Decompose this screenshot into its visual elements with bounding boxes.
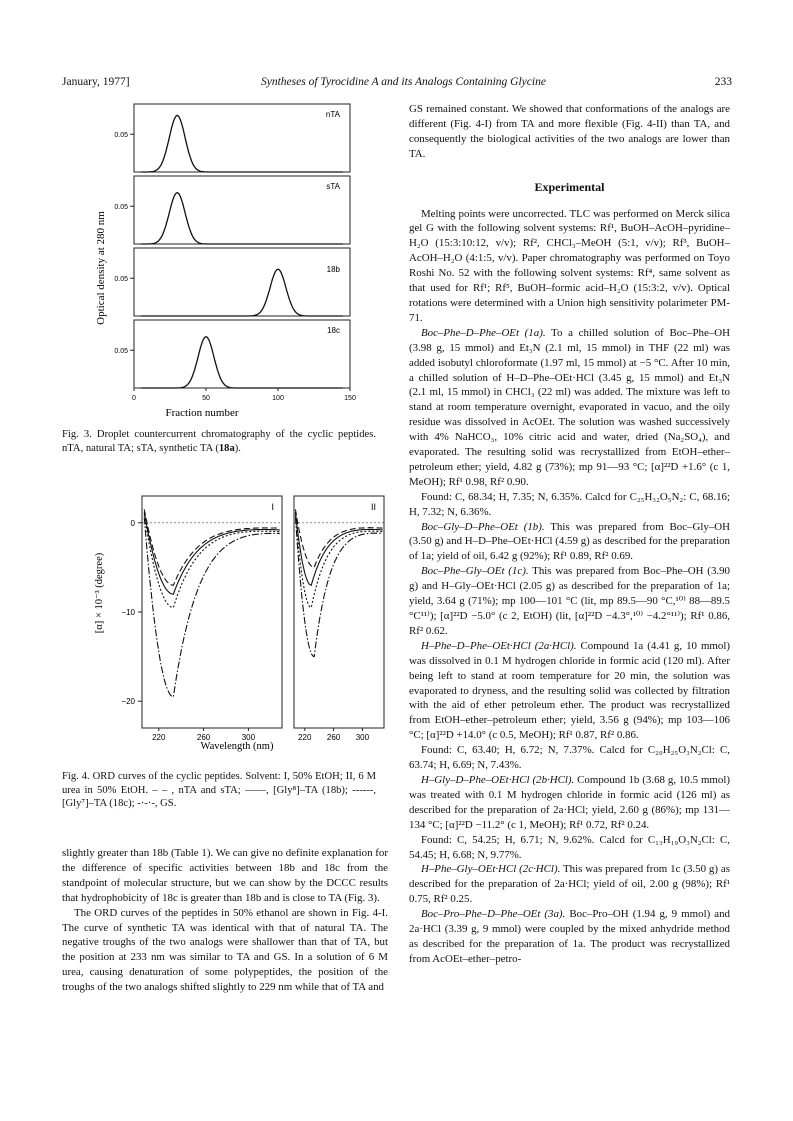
fig4-caption	[62, 770, 376, 811]
fig3-panel-label: 18b	[326, 265, 340, 274]
compound-2c-title: H–Phe–Gly–OEt·HCl (2c·HCl).	[421, 863, 561, 876]
compound-2b-title: H–Gly–D–Phe–OEt·HCl (2b·HCl).	[421, 773, 575, 786]
fig3-caption	[62, 428, 376, 455]
left-column	[62, 846, 388, 995]
right-column	[409, 102, 730, 967]
fig3-x-tick-label: 0	[132, 395, 136, 402]
compound-1a-text: To a chilled solution of Boc–Phe–OH (3.98 g, 15 mmol) and Et₃N (2.1 ml, 15 mmol) in THF (22 ml) was added isobutyl chloroformate (1.97 ml, 15 mmol) at −5 °C. After 10 min, a chilled solution of H–D–Phe–OEt·HCl (3.45 g, 15 mmol) and Et₃N (2.1 ml, 15 mmol) in CHCl₃ (22 ml) was added. The mixture was left to stand at room temperature overnight, evaporated in vacuo, and the oily residue was dissolved in AcOEt. The solution was washed successively with 4% NaHCO₃, 10% citric acid and water, dried (Na₂SO₄), and evaporated. The resulting solid was recrystallized from EtOH–ether–petroleum ether; yield, 4.82 g (73%); mp 91—93 °C; [α]²²D +1.6° (c 1, MeOH); Rf¹ 0.98, Rf² 0.90.	[409, 326, 730, 488]
compound-1a-analysis: Found: C, 68.34; H, 7.35; N, 6.35%. Calcd for C₂₅H₃₂O₅N₂: C, 68.16; H, 7.32; N, 6.36%.	[409, 490, 730, 518]
fig3-y-tick-label: 0.05	[114, 132, 128, 140]
compound-2b-analysis: Found: C, 54.25; H, 6.71; N, 9.62%. Calcd for C₁₃H₁₉O₃N₂Cl: C, 54.45; H, 6.68; N, 9.77%.	[409, 833, 730, 861]
fig4-x-tick-label: 220	[298, 733, 312, 742]
compound-3a-text: Boc–Pro–OH (1.94 g, 9 mmol) and 2a·HCl (3.39 g, 9 mmol) were coupled by the mixed anhydride method as described for the preparation of 1a. The product was recrystallized from AcOEt–ether–petro-	[409, 908, 731, 965]
fig3-chart	[62, 100, 392, 430]
compound-2c-text: This was prepared from 1c (3.50 g) as described for the preparation of 2a·HCl; yield of oil, 2.00 g (98%); Rf¹ 0.75, Rf² 0.25.	[409, 863, 730, 906]
fig3-series-sTA	[141, 193, 343, 244]
fig3-series-nTA	[141, 115, 343, 172]
fig3-panel-frame	[134, 320, 350, 388]
right-intro: GS remained constant. We showed that conformations of the analogs are different (Fig. 4-I) from TA and more flexible (Fig. 4-II) than TA, and consequently the biological activities of the two analogs are lower than TA.	[409, 103, 730, 160]
fig4-x-tick-label: 220	[152, 733, 166, 742]
fig4-panel-frame	[142, 496, 282, 728]
fig4-panel-label: II	[370, 502, 376, 512]
fig4-ylabel: [α] × 10⁻³ (degree)	[94, 552, 105, 634]
compound-1b-text: This was prepared from Boc–Gly–OH (3.50 g) and H–D–Phe–OEt·HCl (4.59 g) as described for the preparation of 1a; yield of oil, 6.42 g (92%); Rf¹ 0.89, Rf² 0.69.	[409, 520, 730, 563]
fig4-x-tick-label: 260	[196, 733, 211, 742]
fig4-caption-text: ORD curves of the cyclic peptides. Solvent: I, 50% EtOH; II, 6 M urea in 50% EtOH. – – , nTA and sTA; ––––, [Gly⁸]–TA (18b); ------, [Gly⁷]–TA (18c); -·-·-, GS.	[62, 771, 377, 809]
fig4-series-I-1	[144, 512, 280, 594]
fig3-caption-bold: 18a	[218, 442, 235, 454]
compound-1c-text: This was prepared from Boc–Phe–OH (3.90 g) and H–Gly–OEt·HCl (2.05 g) as described for the preparation of 1a; yield, 3.64 g (71%); mp 100—101 °C (lit, mp 89.5—90 °C,¹⁰⁾ 88—89.5 °C¹¹⁾); [α]²²D −5.0° (c 2, EtOH) (lit, [α]²²D −4.3°,¹⁰⁾ −4.2°¹¹⁾); Rf¹ 0.86, Rf² 0.62.	[409, 565, 730, 637]
section-heading-experimental: Experimental	[534, 179, 605, 194]
fig4-x-tick-label: 260	[326, 733, 341, 742]
fig4-chart	[62, 488, 392, 763]
header-page-number: 233	[714, 76, 732, 88]
fig4-series-II-3	[295, 517, 382, 656]
fig3-y-tick-label: 0.05	[114, 348, 128, 356]
fig3-panel-frame	[134, 248, 350, 316]
fig3-series-18b	[141, 269, 343, 316]
fig3-panel-frame	[134, 104, 350, 172]
fig3-y-tick-label: 0.05	[114, 276, 128, 284]
compound-3a-title: Boc–Pro–Phe–D–Phe–OEt (3a).	[421, 908, 566, 921]
fig4-caption-label: Fig. 4.	[62, 771, 90, 782]
fig3-x-tick-label: 150	[344, 395, 356, 402]
running-header	[62, 76, 732, 94]
experimental-general: Melting points were uncorrected. TLC was performed on Merck silica gel G with the following solvent systems: Rf¹, BuOH–AcOH–pyridine–H₂O (15:3:10:12, v/v); Rf², CHCl₃–MeOH (5:1, v/v); Rf³, BuOH–AcOH–H₂O (4:1:5, v/v). Paper chromatography was performed on Toyo Roshi No. 52 with the following solvent systems: Rf⁴, same solvent as that used for Rf¹; Rf⁵, BuOH–formic acid–H₂O (15:3:2, v/v). Optical rotations were determined with a Union high sensitivity polarimeter PM-71.	[409, 207, 730, 324]
fig4-x-tick-label: 300	[241, 733, 256, 742]
fig3-x-tick-label: 50	[202, 395, 210, 402]
compound-2b-text: Compound 1b (3.68 g, 10.5 mmol) was treated with 0.1 M hydrogen chloride in formic acid (126 ml) as described for the preparation of 2a·HCl; yield, 2.60 g (86%); mp 131—134 °C; [α]²²D −11.2° (c 1, MeOH); Rf¹ 0.72, Rf² 0.24.	[409, 773, 730, 831]
fig4-series-II-2	[295, 515, 382, 608]
fig3-caption-text: Droplet countercurrent chromatography of the cyclic peptides. nTA, natural TA; sTA, synthetic TA (	[62, 429, 377, 454]
fig4-panel-label: I	[271, 502, 274, 512]
compound-2a-analysis: Found: C, 63.40; H, 6.72; N, 7.37%. Calcd for C₂₀H₂₅O₃N₂Cl: C, 63.74; H, 6.69; N, 7.43%.	[409, 744, 730, 772]
compound-1c-title: Boc–Phe–Gly–OEt (1c).	[421, 565, 529, 578]
fig4-y-tick-label: −10	[121, 608, 135, 617]
fig3-caption-label: Fig. 3.	[62, 429, 92, 440]
compound-1a-title: Boc–Phe–D–Phe–OEt (1a).	[421, 326, 546, 339]
compound-2a-title: H–Phe–D–Phe–OEt·HCl (2a·HCl).	[421, 639, 577, 652]
fig3-panel-label: 18c	[327, 326, 340, 335]
fig4-series-I-0	[144, 509, 280, 585]
fig4-xlabel: Wavelength (nm)	[200, 741, 274, 752]
fig3-xlabel: Fraction number	[165, 407, 239, 419]
fig3-panel-label: sTA	[326, 182, 340, 191]
fig3-series-18c	[141, 337, 343, 388]
fig4-series-II-0	[295, 509, 382, 567]
fig4-y-tick-label: 0	[130, 518, 135, 528]
fig3-panel-frame	[134, 176, 350, 244]
fig4-panel-frame	[294, 496, 384, 728]
fig3-panel-label: nTA	[325, 110, 340, 119]
left-paragraph-2: The ORD curves of the peptides in 50% ethanol are shown in Fig. 4-I. The curve of synthetic TA was identical with that of natural TA. The negative troughs of the two analogs were shallower than that of TA, but the position at 233 nm was similar to TA and GS. In a solution of 6 M urea, causing denaturation of some polypeptides, the position of the troughs of the two analogs shifted slightly to 229 nm while that of TA and	[62, 906, 388, 994]
fig4-y-tick-label: −20	[121, 697, 135, 707]
fig3-ylabel: Optical density at 280 nm	[95, 211, 107, 325]
compound-1b-title: Boc–Gly–D–Phe–OEt (1b).	[421, 520, 545, 533]
header-title: Syntheses of Tyrocidine A and its Analogs Containing Glycine	[261, 76, 546, 88]
fig4-series-I-3	[144, 517, 280, 696]
compound-2a-text: Compound 1a (4.41 g, 10 mmol) was dissolved in 0.1 M hydrogen chloride in formic acid (120 ml). After being left to stand at room temperature for 20 min, the solution was evaporated to dryness, and the resulting solid was collected by filtration with the aid of ether petroleum ether. The product was recrystallized from EtOH–ether–petroleum ether; yield, 3.56 g (94%); mp 103—106 °C; [α]²²D +14.0° (c 0.5, MeOH); Rf¹ 0.87, Rf² 0.86.	[409, 639, 730, 742]
fig3-x-tick-label: 100	[272, 395, 284, 402]
fig3-y-tick-label: 0.05	[114, 204, 128, 212]
left-paragraph-1: slightly greater than 18b (Table 1). We can give no definite explanation for the difference of specific activities between 18b and 18c from the standpoint of molecular structure, but we can show by the DCCC results that hydrophobicity of 18c is greater than 18b and is close to TA (Fig. 3).	[62, 847, 388, 904]
header-date: January, 1977]	[62, 76, 130, 88]
fig4-x-tick-label: 300	[355, 733, 370, 742]
fig3-caption-end: ).	[234, 442, 241, 454]
